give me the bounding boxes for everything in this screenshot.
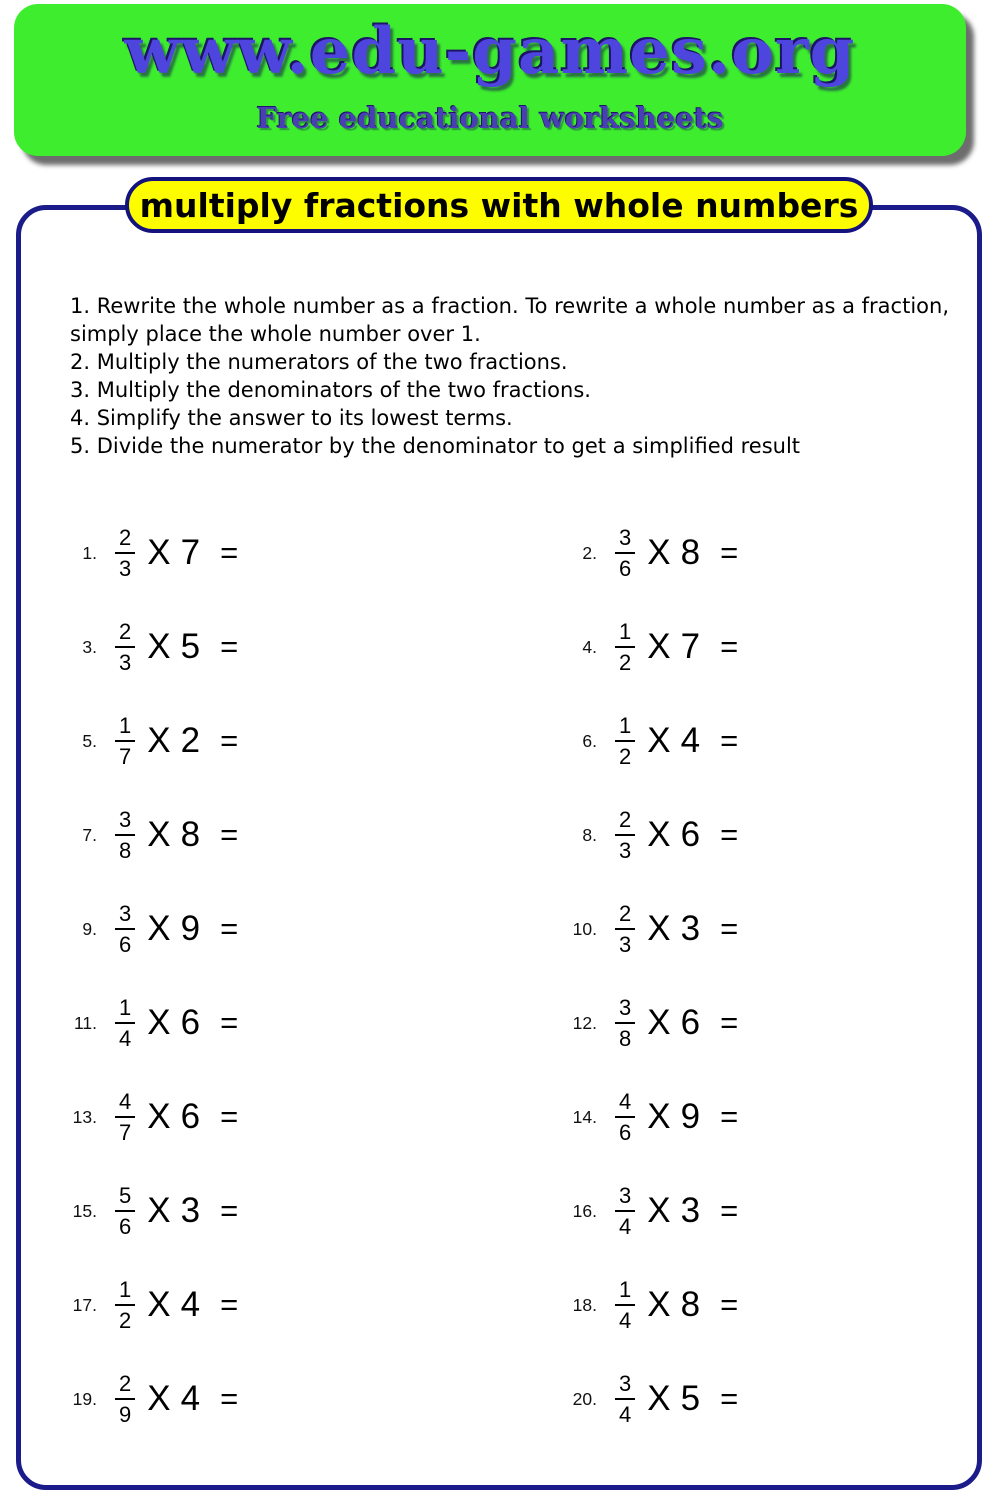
problem-item: [555, 1184, 955, 1238]
equals-sign: =: [220, 911, 239, 946]
problem-item: [55, 1278, 555, 1332]
problem-item: [555, 1372, 955, 1426]
equals-sign: =: [720, 1005, 739, 1040]
problem-number: 6.: [582, 730, 597, 751]
multiply-symbol: X: [147, 721, 171, 760]
equals-sign: =: [220, 1099, 239, 1134]
fraction-numerator: 5: [119, 1182, 132, 1208]
multiply-symbol: X: [147, 627, 171, 666]
problem-item: [555, 1278, 955, 1332]
problem-item: [55, 1090, 555, 1144]
fraction: [115, 1090, 135, 1144]
fraction-denominator: 2: [615, 646, 635, 674]
problem-item: [555, 714, 955, 768]
fraction: [115, 808, 135, 862]
fraction-denominator: 4: [615, 1210, 635, 1238]
multiply-expression: [647, 1379, 700, 1419]
fraction-denominator: 3: [115, 646, 135, 674]
problem-item: [555, 526, 955, 580]
fraction: [115, 1278, 135, 1332]
fraction-denominator: 6: [615, 552, 635, 580]
fraction-numerator: 2: [119, 524, 132, 550]
problem-number: 20.: [572, 1388, 597, 1409]
multiply-expression: [647, 909, 700, 949]
multiply-symbol: X: [647, 721, 671, 760]
multiply-expression: [147, 1379, 200, 1419]
multiply-expression: [647, 533, 700, 573]
whole-number: 9: [180, 909, 201, 948]
whole-number: 5: [180, 627, 201, 666]
multiply-expression: [647, 1097, 700, 1137]
fraction: [115, 526, 135, 580]
fraction-numerator: 2: [119, 618, 132, 644]
problem-number: 1.: [82, 542, 97, 563]
multiply-symbol: X: [647, 533, 671, 572]
whole-number: 6: [680, 1003, 701, 1042]
equals-sign: =: [720, 817, 739, 852]
multiply-expression: [147, 1097, 200, 1137]
problem-number: 13.: [72, 1106, 97, 1127]
fraction-denominator: 7: [115, 740, 135, 768]
site-banner: [14, 4, 966, 156]
whole-number: 6: [180, 1097, 201, 1136]
multiply-symbol: X: [147, 909, 171, 948]
whole-number: 7: [180, 533, 201, 572]
whole-number: 4: [180, 1379, 201, 1418]
multiply-symbol: X: [647, 1379, 671, 1418]
equals-sign: =: [220, 1287, 239, 1322]
multiply-expression: [647, 815, 700, 855]
equals-sign: =: [720, 535, 739, 570]
fraction-denominator: 9: [115, 1398, 135, 1426]
problem-number: 5.: [82, 730, 97, 751]
problem-number: 2.: [582, 542, 597, 563]
multiply-symbol: X: [647, 1003, 671, 1042]
multiply-expression: [147, 815, 200, 855]
fraction-numerator: 2: [119, 1370, 132, 1396]
multiply-expression: [647, 1191, 700, 1231]
multiply-symbol: X: [147, 1285, 171, 1324]
fraction-denominator: 4: [615, 1398, 635, 1426]
fraction: [615, 996, 635, 1050]
equals-sign: =: [720, 911, 739, 946]
problem-number: 8.: [582, 824, 597, 845]
multiply-symbol: X: [647, 815, 671, 854]
fraction-numerator: 3: [119, 900, 132, 926]
fraction-numerator: 3: [619, 1182, 632, 1208]
instruction-line: 1. Rewrite the whole number as a fraction. To rewrite a whole number as a fraction, simply place the whole number over 1.: [70, 294, 949, 346]
fraction-numerator: 1: [119, 994, 132, 1020]
fraction-denominator: 7: [115, 1116, 135, 1144]
fraction: [115, 1184, 135, 1238]
fraction-numerator: 1: [119, 712, 132, 738]
fraction-numerator: 3: [619, 1370, 632, 1396]
multiply-symbol: X: [147, 533, 171, 572]
problem-item: [55, 996, 555, 1050]
multiply-symbol: X: [147, 1379, 171, 1418]
whole-number: 3: [680, 909, 701, 948]
fraction: [115, 902, 135, 956]
fraction-numerator: 1: [619, 618, 632, 644]
fraction-denominator: 3: [615, 834, 635, 862]
whole-number: 4: [180, 1285, 201, 1324]
fraction-denominator: 3: [115, 552, 135, 580]
multiply-expression: [147, 721, 200, 761]
problem-number: 11.: [73, 1012, 97, 1033]
problems-grid: [55, 506, 955, 1446]
equals-sign: =: [720, 1099, 739, 1134]
whole-number: 3: [180, 1191, 201, 1230]
multiply-expression: [147, 627, 200, 667]
multiply-expression: [147, 1003, 200, 1043]
whole-number: 6: [680, 815, 701, 854]
problem-number: 15.: [72, 1200, 97, 1221]
whole-number: 8: [680, 533, 701, 572]
equals-sign: =: [220, 723, 239, 758]
problem-item: [555, 808, 955, 862]
problem-item: [555, 620, 955, 674]
instruction-line: 4. Simplify the answer to its lowest terms.: [70, 406, 513, 430]
fraction-denominator: 2: [615, 740, 635, 768]
fraction-numerator: 2: [619, 806, 632, 832]
whole-number: 7: [680, 627, 701, 666]
fraction-numerator: 4: [619, 1088, 632, 1114]
fraction-denominator: 8: [115, 834, 135, 862]
problem-number: 9.: [82, 918, 97, 939]
fraction: [615, 902, 635, 956]
instruction-line: 2. Multiply the numerators of the two fractions.: [70, 350, 568, 374]
whole-number: 6: [180, 1003, 201, 1042]
fraction: [115, 1372, 135, 1426]
fraction: [615, 620, 635, 674]
whole-number: 3: [680, 1191, 701, 1230]
problem-number: 3.: [82, 636, 97, 657]
multiply-expression: [147, 909, 200, 949]
fraction-denominator: 6: [615, 1116, 635, 1144]
multiply-symbol: X: [647, 909, 671, 948]
fraction-numerator: 1: [619, 712, 632, 738]
problem-item: [55, 526, 555, 580]
multiply-expression: [647, 1285, 700, 1325]
fraction-numerator: 3: [619, 524, 632, 550]
instruction-line: 3. Multiply the denominators of the two fractions.: [70, 378, 591, 402]
fraction-numerator: 4: [119, 1088, 132, 1114]
multiply-expression: [147, 1285, 200, 1325]
problem-item: [55, 714, 555, 768]
fraction-numerator: 3: [119, 806, 132, 832]
fraction-numerator: 2: [619, 900, 632, 926]
equals-sign: =: [720, 629, 739, 664]
multiply-expression: [647, 627, 700, 667]
instructions-block: [70, 292, 950, 460]
multiply-symbol: X: [647, 627, 671, 666]
problem-item: [55, 902, 555, 956]
problem-item: [555, 902, 955, 956]
multiply-expression: [647, 721, 700, 761]
whole-number: 5: [680, 1379, 701, 1418]
equals-sign: =: [720, 1381, 739, 1416]
site-title: www.edu-games.org: [124, 14, 856, 89]
whole-number: 4: [680, 721, 701, 760]
problem-item: [55, 808, 555, 862]
problem-item: [55, 620, 555, 674]
problem-number: 17.: [72, 1294, 97, 1315]
multiply-expression: [147, 1191, 200, 1231]
problem-number: 10.: [572, 918, 597, 939]
equals-sign: =: [220, 1381, 239, 1416]
equals-sign: =: [220, 629, 239, 664]
fraction-denominator: 4: [615, 1304, 635, 1332]
whole-number: 8: [680, 1285, 701, 1324]
equals-sign: =: [220, 1193, 239, 1228]
multiply-symbol: X: [147, 1097, 171, 1136]
multiply-expression: [647, 1003, 700, 1043]
problem-number: 18.: [572, 1294, 597, 1315]
fraction: [615, 526, 635, 580]
equals-sign: =: [720, 1193, 739, 1228]
multiply-symbol: X: [647, 1097, 671, 1136]
fraction-denominator: 2: [115, 1304, 135, 1332]
fraction-numerator: 3: [619, 994, 632, 1020]
problem-item: [555, 996, 955, 1050]
equals-sign: =: [720, 723, 739, 758]
fraction: [615, 714, 635, 768]
whole-number: 9: [680, 1097, 701, 1136]
equals-sign: =: [220, 817, 239, 852]
fraction: [115, 714, 135, 768]
fraction: [615, 1184, 635, 1238]
fraction-denominator: 8: [615, 1022, 635, 1050]
fraction: [615, 1090, 635, 1144]
multiply-expression: [147, 533, 200, 573]
site-tagline: Free educational worksheets: [256, 101, 724, 135]
multiply-symbol: X: [147, 1191, 171, 1230]
fraction-numerator: 1: [619, 1276, 632, 1302]
problem-number: 16.: [572, 1200, 597, 1221]
fraction: [615, 1278, 635, 1332]
problem-item: [555, 1090, 955, 1144]
multiply-symbol: X: [647, 1285, 671, 1324]
equals-sign: =: [720, 1287, 739, 1322]
problem-number: 4.: [582, 636, 597, 657]
multiply-symbol: X: [147, 1003, 171, 1042]
equals-sign: =: [220, 535, 239, 570]
fraction-numerator: 1: [119, 1276, 132, 1302]
fraction-denominator: 6: [115, 1210, 135, 1238]
worksheet-title: multiply fractions with whole numbers: [125, 177, 873, 233]
fraction: [115, 620, 135, 674]
fraction-denominator: 4: [115, 1022, 135, 1050]
equals-sign: =: [220, 1005, 239, 1040]
fraction: [615, 1372, 635, 1426]
problem-number: 19.: [72, 1388, 97, 1409]
problem-number: 12.: [572, 1012, 597, 1033]
problem-number: 14.: [572, 1106, 597, 1127]
fraction: [615, 808, 635, 862]
whole-number: 2: [180, 721, 201, 760]
multiply-symbol: X: [147, 815, 171, 854]
multiply-symbol: X: [647, 1191, 671, 1230]
fraction-denominator: 6: [115, 928, 135, 956]
problem-item: [55, 1184, 555, 1238]
problem-number: 7.: [82, 824, 97, 845]
instruction-line: 5. Divide the numerator by the denominator to get a simplified result: [70, 434, 801, 458]
whole-number: 8: [180, 815, 201, 854]
fraction: [115, 996, 135, 1050]
fraction-denominator: 3: [615, 928, 635, 956]
problem-item: [55, 1372, 555, 1426]
